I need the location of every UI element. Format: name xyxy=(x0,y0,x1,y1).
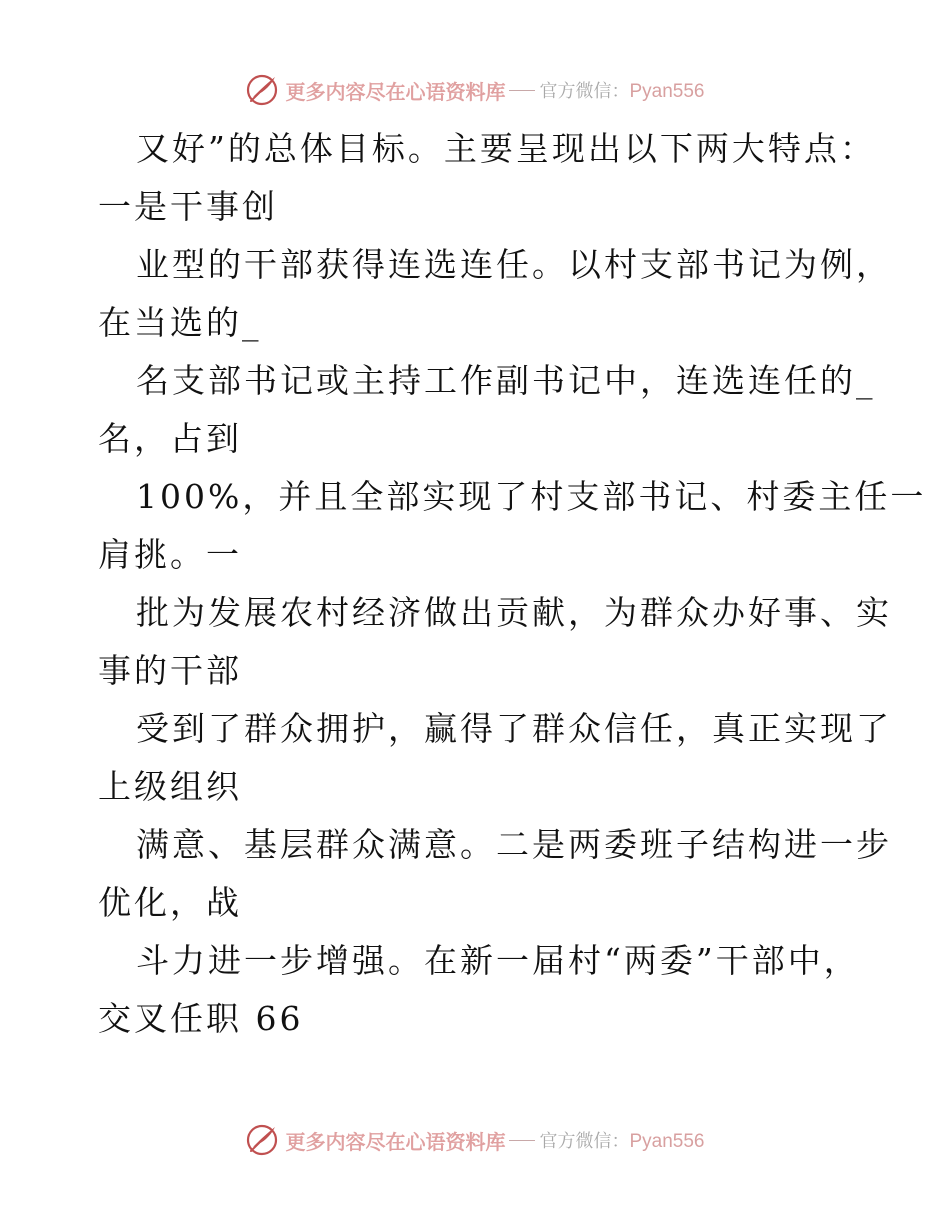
paragraph-first-line: 100%，并且全部实现了村支部书记、村委主任一 xyxy=(136,477,927,516)
paragraph-second-line: 一是干事创 xyxy=(98,187,278,226)
paragraph xyxy=(98,700,892,816)
paragraph xyxy=(98,120,876,236)
feather-logo-icon xyxy=(245,1123,279,1157)
watermark-divider xyxy=(509,90,535,91)
document-body xyxy=(98,120,927,1048)
paragraph-first-line: 业型的干部获得连选连任。以村支部书记为例， xyxy=(136,245,892,284)
footer-watermark xyxy=(0,1120,950,1160)
paragraph-second-line: 交叉任职 66 xyxy=(98,999,304,1038)
watermark-wechat-id: Pyan556 xyxy=(629,81,705,102)
watermark-main-text: 更多内容尽在心语资料库 xyxy=(285,79,506,104)
paragraph xyxy=(98,932,858,1048)
paragraph xyxy=(98,468,927,584)
paragraph-second-line: 优化，战 xyxy=(98,883,242,922)
watermark-wechat-id: Pyan556 xyxy=(629,1131,705,1152)
paragraph xyxy=(98,584,892,700)
paragraph-first-line: 又好”的总体目标。主要呈现出以下两大特点： xyxy=(136,129,876,168)
watermark-divider xyxy=(509,1140,535,1141)
paragraph-first-line: 名支部书记或主持工作副书记中，连选连任的_ xyxy=(136,361,876,400)
watermark-sub-text xyxy=(539,77,704,103)
paragraph-first-line: 批为发展农村经济做出贡献，为群众办好事、实 xyxy=(136,593,892,632)
paragraph xyxy=(98,816,892,932)
paragraph-first-line: 受到了群众拥护，赢得了群众信任，真正实现了 xyxy=(136,709,892,748)
paragraph-second-line: 肩挑。一 xyxy=(98,535,242,574)
watermark-main-text: 更多内容尽在心语资料库 xyxy=(285,1129,506,1154)
header-watermark xyxy=(0,70,950,110)
paragraph-second-line: 上级组织 xyxy=(98,767,242,806)
paragraph xyxy=(98,352,876,468)
paragraph-first-line: 斗力进一步增强。在新一届村“两委”干部中， xyxy=(136,941,860,980)
paragraph xyxy=(98,236,892,352)
watermark-sub-label: 官方微信： xyxy=(539,81,630,102)
paragraph-second-line: 事的干部 xyxy=(98,651,242,690)
paragraph-second-line: 名，占到 xyxy=(98,419,242,458)
watermark-sub-label: 官方微信： xyxy=(539,1131,630,1152)
paragraph-second-line: 在当选的_ xyxy=(98,303,262,342)
paragraph-first-line: 满意、基层群众满意。二是两委班子结构进一步 xyxy=(136,825,892,864)
watermark-sub-text xyxy=(539,1127,704,1153)
feather-logo-icon xyxy=(245,73,279,107)
